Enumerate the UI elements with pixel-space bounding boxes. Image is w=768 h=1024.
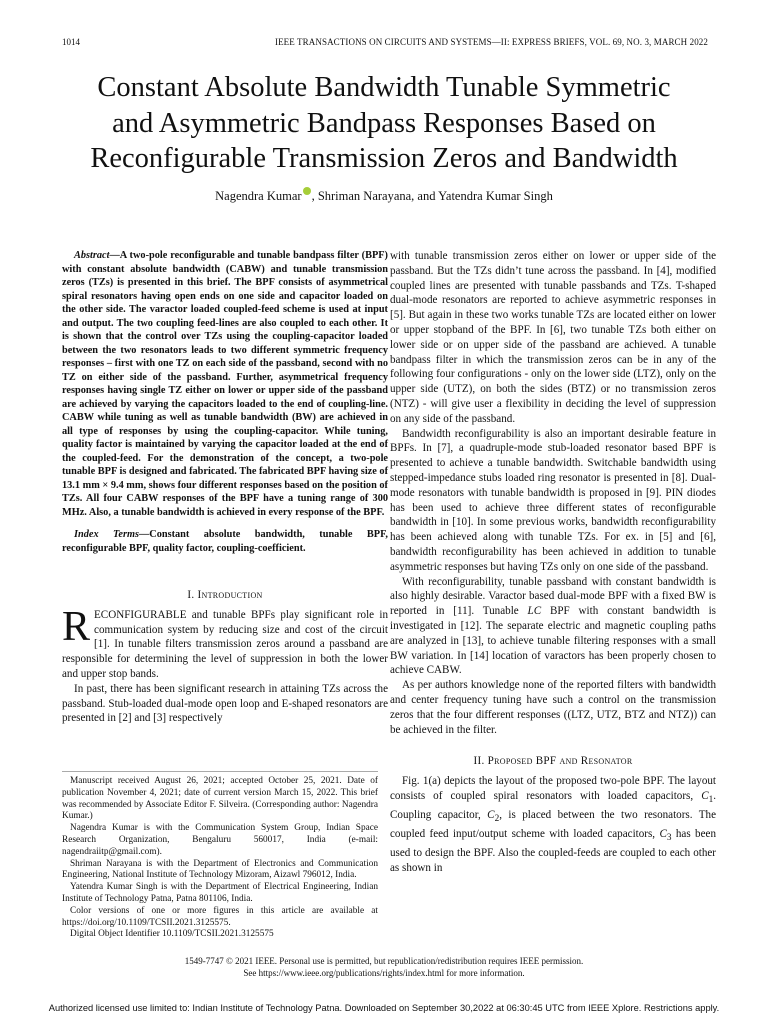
index-terms-label: Index Terms [74, 529, 139, 540]
intro-paragraph-1: RECONFIGURABLE and tunable BPFs play significant role in communication system by reducing size and cost of the circuit [1]. In tunable filters transmission zeros around a passband are responsible for determining the level of suppression in both the lower and upper stop bands. [62, 603, 388, 680]
intro-paragraph-2: In past, there has been significant research in attaining TZs across the passband. Stub-loaded dual-mode open loop and E-shaped resonators are presented in [2] and [3] respectively [62, 682, 388, 725]
orcid-icon[interactable] [303, 187, 311, 195]
drop-cap: R [62, 603, 91, 650]
abstract-text: —A two-pole reconfigurable and tunable bandpass filter (BPF) with constant absolute bandwidth (CABW) and tunable transmission zeros (TZs) is presented in this brief. The BPF consists of asymmetrical spiral resonators having open ends on one side and capacitor loaded on the other side. The varactor loaded coupled-feed scheme is used at input and output. The two coupling feed-lines are also coupled to each other. It is shown that the control over TZs using the coupling-capacitor loaded between the two resonators leads to two different symmetric frequency responses – first with one TZ on each side of the passband, second with no TZ on either side of the passband. Further, asymmetrical frequency responses having single TZ either on lower or upper side of the passband are achieved by varying the capacitors loaded to the end of coupling-line. CABW while tuning as well as tunable bandwidth (BW) are achieved in all type of responses by using the coupling-capacitor. While tuning, quality factor is maintained by varying the capacitor loaded at the end of the coupled-feed. For the demonstration of the concept, a two-pole tunable BPF is designed and fabricated. The fabricated BPF having size of 13.1 mm × 9.4 mm, shows four different responses based on the position of TZs. All four CABW responses of the BPF have a tuning range of 300 MHz. Also, a tunable bandwidth is achieved in every response of the BPF. [62, 250, 388, 518]
footnote-author-2: Shriman Narayana is with the Department of Electronics and Communication Engineering, National Institute of Technology Mizoram, Aizawl 796012, India. [62, 858, 378, 881]
abstract-label: Abstract [74, 250, 110, 261]
title-line-3: Reconfigurable Transmission Zeros and Bandwidth [90, 143, 678, 174]
footnote-author-1: Nagendra Kumar is with the Communication System Group, Indian Space Research Organization, Bengaluru 560017, India (e-mail: nagendraiitp@gmail.com). [62, 823, 378, 857]
copyright-line-1: 1549-7747 © 2021 IEEE. Personal use is permitted, but republication/redistribution requires IEEE permission. [184, 956, 584, 966]
right-paragraph-5: Fig. 1(a) depicts the layout of the proposed two-pole BPF. The layout consists of coupled spiral resonators with loaded capacitors, $C_1$. Coupling capacitor, $C_2$, is placed between the two resonators. The coupled feed input/output scheme with loaded capacitors, $C_3$ has been used to design the BPF. Also the coupled-feeds are coupled to each other as shown in [390, 775, 716, 874]
page-number: 1014 [62, 37, 80, 47]
right-column [390, 249, 716, 876]
footnote-divider [62, 771, 378, 772]
abstract [62, 249, 388, 519]
license-banner: Authorized licensed use limited to: Indian Institute of Technology Patna. Downloaded on September 30,2022 at 06:30:45 UTC from IEEE Xplore. Restrictions apply. [48, 1003, 720, 1013]
author-first: Nagendra Kumar [215, 189, 302, 204]
title-line-1: Constant Absolute Bandwidth Tunable Symmetric [97, 72, 671, 103]
title-line-2: and Asymmetric Bandpass Responses Based on [112, 107, 656, 139]
section-heading-proposed-bpf: II. Proposed BPF and Resonator [473, 755, 633, 768]
section-heading-introduction: I. Introduction [187, 589, 263, 601]
copyright-notice [62, 955, 706, 979]
left-column [62, 249, 388, 726]
index-terms [62, 528, 388, 555]
right-paragraph-3: With reconfigurability, tunable passband with constant bandwidth is also highly desirable. Varactor based dual-mode BPF with a fixed BW is reported in [11]. Tunable LC BPF with constant bandwidth is investigated in [12]. The separate electric and magnetic coupling paths are analyzed in [13], to achieve tunable filtering responses with a small BW variation. In [14] location of varactors has been properly chosen to achieve CABW. [390, 575, 716, 677]
author-list [40, 187, 728, 204]
footnote-doi: Digital Object Identifier 10.1109/TCSII.2021.3125575 [70, 929, 274, 940]
right-paragraph-2: Bandwidth reconfigurability is also an important desirable feature in BPFs. In [7], a quadruple-mode stub-loaded resonator based BPF is presented to achieve a tunable bandwidth. Switchable bandwidth using stepped-impedance stubs loaded ring resonator is presented in [8]. Dual-mode resonators with tunable bandwidth is proposed in [9]. PIN diodes has been used to achieve three different states of reconfigurable bandwidth in [10]. In some previous works, bandwidth reconfigurability has been achieved along with tunable TZs. For ex. in [5] and [6], bandwidth reconfigurability has been achieved in addition to tunable asymmetric responses but having TZs only on one side of the passband. [390, 427, 716, 573]
right-paragraph-4: As per authors knowledge none of the reported filters with bandwidth and center frequency tuning have such a control on the transmission zeros that the four different responses ((LTZ, UTZ, BTZ and NTZ)) can be achieved in the filter. [390, 679, 716, 736]
footnote-manuscript: Manuscript received August 26, 2021; accepted October 25, 2021. Date of publication November 4, 2021; date of current version March 15, 2022. This brief was recommended by Associate Editor F. Silveira. (Corresponding author: Nagendra Kumar.) [62, 776, 378, 822]
author-rest: , Shriman Narayana, and Yatendra Kumar Singh [311, 189, 553, 204]
footnote-color-versions: Color versions of one or more figures in this article are available at https://doi.org/10.1109/TCSII.2021.3125575. [62, 905, 378, 928]
running-header: IEEE TRANSACTIONS ON CIRCUITS AND SYSTEMS—II: EXPRESS BRIEFS, VOL. 69, NO. 3, MARCH 2022 [274, 37, 708, 47]
paper-title [40, 70, 728, 177]
right-paragraph-1: with tunable transmission zeros either on lower or upper side of the passband. But the TZs didn’t tune across the passband. In [4], modified coupled lines are presented with tunable passbands and TZs. T-shaped dual-mode resonators are reported to achieve asymmetric responses in [5]. But again in these two works tunable TZs are located either on lower or upper stopband of the BPF. In [6], two tunable TZs both either on lower side or on upper side of the passband are achieved. A tunable bandpass filter in which the transmission zeros can be in any of the following four configurations - only on the lower side (LTZ), only on the upper side (UTZ), on both the sides (BTZ) or no transmission zeros (NTZ) - will give user a flexibility in deciding the level of suppression on any side of the passband. [390, 250, 716, 425]
index-terms-text: —Constant absolute bandwidth, tunable BPF, reconfigurable BPF, quality factor, coupling-coefficient. [62, 529, 388, 554]
footnote-author-3: Yatendra Kumar Singh is with the Department of Electrical Engineering, Indian Institute of Technology Patna, Patna 801106, India. [62, 882, 378, 904]
copyright-line-2: See https://www.ieee.org/publications/rights/index.html for more information. [243, 968, 525, 978]
footnotes [62, 776, 378, 941]
